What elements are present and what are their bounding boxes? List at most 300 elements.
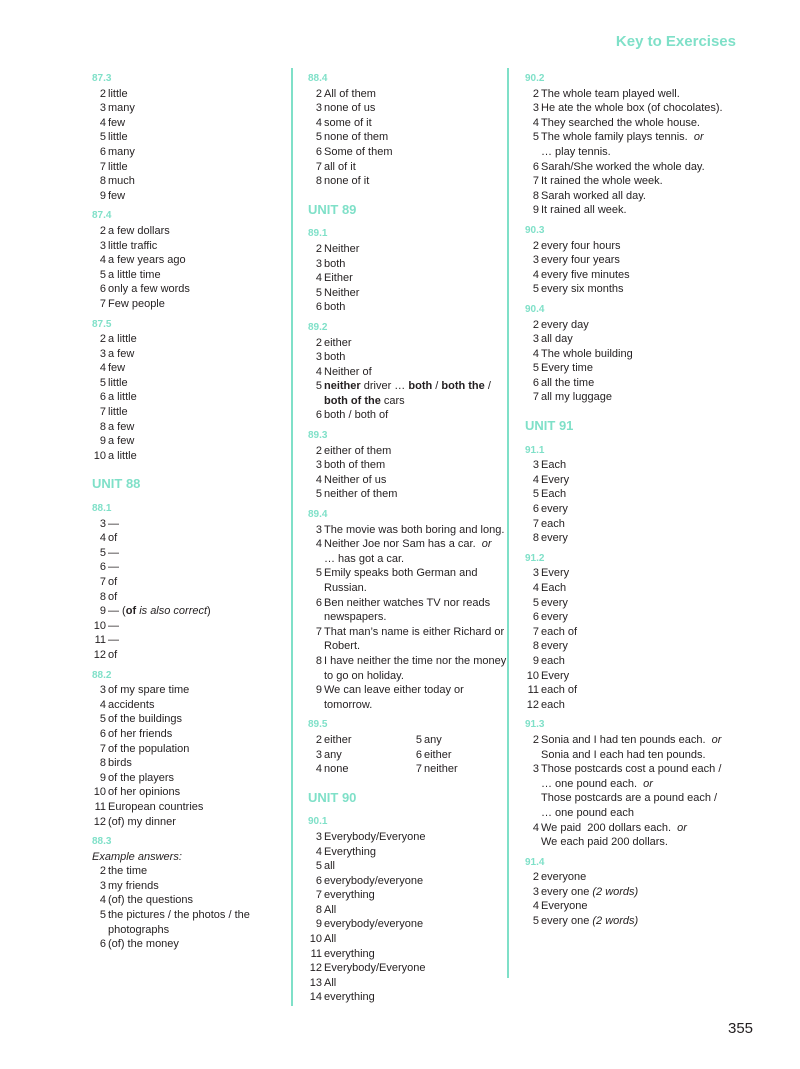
answer-text: the time [108,865,148,878]
answer-row [308,130,508,145]
answer-number: 4 [315,473,322,486]
exercise-section [308,815,508,1005]
answer-row [92,420,282,435]
answer-number: 5 [532,131,539,144]
answer-row [92,619,282,634]
answer-text: both [324,301,346,314]
answer-row [92,590,282,605]
answer-number: 9 [99,605,106,618]
answer-text: a few [108,420,135,433]
answer-row [92,683,282,698]
exercise-section [92,209,282,311]
answer-text: We paid 200 dollars each. or We each paid 200 dollars. [541,821,687,849]
answer-row [92,239,282,254]
answer-text: both [324,351,346,364]
answer-number: 12 [93,648,106,661]
answer-text: all the time [541,376,595,389]
answer-row [92,648,282,663]
answer-number: 4 [99,698,106,711]
answer-row [92,268,282,283]
answer-text: All of them [324,87,376,100]
answer-row [525,253,725,268]
exercise-number: 89.1 [308,228,328,240]
answer-row [525,189,725,204]
answer-text: everybody/everyone [324,874,424,887]
answer-item [308,733,408,748]
answer-text: That man’s name is either Richard or Robert. [324,625,505,653]
answer-text: none of them [324,131,389,144]
answer-number: 6 [99,283,106,296]
answer-row [92,785,282,800]
answer-row [525,531,725,546]
answer-number: 2 [99,87,106,100]
answer-text: little [108,376,128,389]
column-divider-1 [291,68,293,1006]
answer-text: The movie was both boring and long. [324,523,505,536]
answer-row [308,903,508,918]
answer-number: 4 [532,347,539,360]
answer-row [308,566,508,595]
answer-text: either [424,748,452,761]
answer-number: 6 [99,391,106,404]
answer-row [308,300,508,315]
answer-text: Every [541,567,570,580]
exercise-number: 88.2 [92,669,112,681]
answer-text: every [541,503,568,516]
answer-row [308,596,508,625]
answer-number: 3 [99,347,106,360]
answer-text: of [108,590,118,603]
page-header-title: Key to Exercises [615,33,736,50]
answer-row [525,566,725,581]
answer-text: (of) the money [108,938,179,951]
answer-number: 11 [94,800,106,813]
exercise-number: 88.3 [92,836,112,848]
answer-row [525,347,725,362]
answer-text: of the players [108,771,175,784]
answer-number: 3 [99,517,106,530]
answer-number: 3 [99,684,106,697]
exercise-number: 91.1 [525,444,545,456]
answer-number: 6 [99,561,106,574]
answer-text: many [108,145,135,158]
exercise-number: 90.2 [525,73,545,84]
answer-number: 6 [315,145,322,158]
answer-text: none of us [324,102,376,115]
answer-number: 5 [532,362,539,375]
answer-text: of her friends [108,727,173,740]
answer-number: 6 [532,503,539,516]
answer-text: Emily speaks both German and Russian. [324,567,478,594]
answer-row [525,821,725,850]
answer-row [308,271,508,286]
answer-row [525,268,725,283]
answer-text: Everything [324,845,376,858]
answer-text: few [108,362,126,375]
answer-text: The whole family plays tennis. or … play tennis. [541,131,704,158]
answer-row [525,596,725,611]
answer-row [308,160,508,175]
answer-row [308,242,508,257]
answer-number: 3 [315,459,322,472]
answer-number: 3 [99,102,106,115]
answer-row [308,379,508,408]
answer-number: 5 [315,286,322,299]
answer-text: — [108,619,119,632]
answer-number: 6 [415,748,422,761]
answer-number: 3 [532,459,539,472]
answer-number: 8 [315,903,322,916]
answer-text: few [108,116,126,129]
answer-number: 8 [315,175,322,188]
answer-row [525,610,725,625]
answer-text: a little [108,449,137,462]
answer-number: 7 [99,576,106,588]
answer-text: a few years ago [108,254,186,267]
answer-text: of [108,576,118,588]
answer-text: It rained all week. [541,204,627,217]
exercise-section [525,303,725,405]
exercise-section [92,669,282,830]
answer-text: everyone [541,871,587,884]
answer-number: 5 [315,380,322,393]
answer-number: 3 [315,523,322,536]
answer-row [92,160,282,175]
answer-text: any [424,733,442,746]
answer-row [92,879,282,894]
answer-pair-row [308,733,508,748]
answer-number: 3 [532,102,539,115]
answer-row [525,698,725,713]
answer-row [308,350,508,365]
answer-row [308,101,508,116]
answer-item [408,762,508,777]
answer-row [525,654,725,669]
answer-row [525,87,725,102]
unit-heading: UNIT 90 [308,789,357,805]
answer-number: 4 [99,894,106,907]
answer-number: 5 [99,909,106,922]
answer-row [92,87,282,102]
answer-pair-row [308,762,508,777]
answer-row [308,487,508,502]
answer-number: 4 [532,821,539,834]
answer-text: everything [324,889,375,902]
answer-row [308,145,508,160]
answer-text: Neither [324,242,360,255]
answer-number: 5 [415,733,422,746]
exercise-section [308,429,508,502]
answer-row [92,332,282,347]
answer-text: Ben neither watches TV nor reads newspapers. [324,596,491,624]
answer-number: 2 [315,336,322,349]
answer-text: Some of them [324,145,393,158]
answer-pair-row [308,748,508,763]
answer-number: 6 [532,611,539,624]
answer-row [308,961,508,976]
answer-row [92,376,282,391]
answer-row [525,203,725,218]
answer-row [525,239,725,254]
exercise-number: 89.3 [308,430,328,442]
answer-row [525,160,725,175]
answer-number: 4 [315,116,322,129]
answer-number: 3 [315,257,322,270]
answer-row [92,189,282,204]
answer-row [308,654,508,683]
answer-row [92,712,282,727]
answer-number: 4 [315,845,322,858]
answer-text: much [108,175,135,188]
answer-row [92,101,282,116]
answer-row [525,762,725,820]
answer-number: 5 [99,376,106,389]
exercise-number: 90.1 [308,816,328,828]
answer-text: Sonia and I had ten pounds each. or Sonia and I each had ten pounds. [541,733,722,761]
answer-number: 5 [99,131,106,144]
answer-number: 2 [315,444,322,457]
answer-number: 6 [315,301,322,314]
answer-text: of the buildings [108,713,182,726]
answer-number: 7 [532,175,539,188]
answer-text: They searched the whole house. [541,116,700,129]
page-number: 355 [728,1020,754,1037]
column-3 [525,72,725,929]
answer-row [92,282,282,297]
answer-text: accidents [108,698,155,711]
answer-number: 4 [315,272,322,285]
answer-row [92,449,282,464]
answer-number: 2 [315,242,322,255]
answer-text: little traffic [108,239,158,252]
answer-text: The whole building [541,347,633,360]
answer-number: 7 [532,625,539,638]
answer-number: 7 [415,763,422,776]
answer-text: a few dollars [108,224,170,237]
answer-text: many [108,102,135,115]
answer-text: only a few words [108,283,190,296]
answer-number: 4 [315,763,322,776]
answer-text: all [324,860,336,873]
answer-number: 4 [532,473,539,486]
answer-row [525,639,725,654]
answer-row [525,870,725,885]
answer-row [92,771,282,786]
exercise-number: 88.1 [92,503,112,515]
answer-number: 7 [532,391,539,404]
answer-row [525,458,725,473]
answer-number: 6 [315,596,322,609]
answer-row [92,864,282,879]
answer-text: both of them [324,459,386,472]
answer-text: my friends [108,879,159,892]
exercise-section [308,321,508,423]
answer-row [308,87,508,102]
answer-row [525,502,725,517]
exercise-number: 87.3 [92,73,112,84]
answer-number: 7 [99,742,106,755]
answer-number: 13 [309,976,322,989]
answer-row [308,116,508,131]
exercise-section [525,856,725,929]
answer-text: Sarah/She worked the whole day. [541,160,705,173]
answer-number: 8 [99,590,106,603]
answer-row [308,830,508,845]
answer-text: every one (2 words) [541,885,639,898]
answer-number: 5 [532,283,539,296]
exercise-number: 91.2 [525,552,545,564]
answer-row [92,517,282,532]
answer-text: of [108,648,118,661]
exercise-section [525,224,725,297]
answer-text: few [108,189,126,202]
answer-item [308,748,408,763]
answer-row [525,376,725,391]
unit-heading: UNIT 88 [92,476,141,492]
answer-number: 3 [315,102,322,115]
answer-row [525,683,725,698]
answer-row [92,560,282,575]
example-note: Example answers: [92,850,182,863]
answer-text: neither [424,763,458,776]
answer-text: either [324,336,352,349]
answer-row [308,174,508,189]
answer-text: all of it [324,160,356,173]
answer-row [525,885,725,900]
exercise-section [525,444,725,546]
answer-row [92,253,282,268]
answer-number: 3 [532,333,539,346]
answer-text: little [108,87,128,100]
exercise-section [92,318,282,464]
answer-text: little [108,406,128,419]
answer-text: every [541,532,568,545]
answer-number: 10 [93,619,106,632]
answer-number: 10 [93,449,106,462]
answer-row [525,390,725,405]
answer-number: 10 [526,669,539,682]
answer-number: 2 [532,239,539,252]
answer-text: Each [541,582,567,594]
answer-number: 12 [93,815,106,828]
answer-text: Every [541,473,570,486]
answer-number: 6 [99,938,106,951]
answer-text: of [108,532,118,545]
answer-row [92,531,282,546]
exercise-number: 91.4 [525,856,545,868]
answer-text: each of [541,684,578,697]
answer-number: 3 [315,351,322,364]
answer-text: little [108,131,128,144]
exercise-section [308,227,508,315]
unit-heading: UNIT 89 [308,201,357,217]
answer-row [525,473,725,488]
answer-text: both [324,257,346,270]
answer-number: 9 [532,654,539,667]
answer-text: each [541,517,565,530]
answer-row [308,458,508,473]
answer-row [92,756,282,771]
answer-number: 5 [532,915,539,928]
answer-row [92,893,282,908]
answer-number: 3 [99,879,106,892]
answer-text: all my luggage [541,391,612,404]
answer-text: Those postcards cost a pound each / … one pound each. or Those postcards are a pound each / … one pound each [541,763,722,819]
answer-text: It rained the whole week. [541,175,663,188]
answer-number: 5 [532,488,539,501]
answer-text: none of it [324,175,370,188]
answer-number: 5 [315,131,322,144]
answer-row [92,698,282,713]
answer-row [308,990,508,1005]
answer-row [308,473,508,488]
answer-number: 4 [99,254,106,267]
exercise-number: 91.3 [525,719,545,731]
answer-row [525,101,725,116]
exercise-section [92,502,282,663]
answer-number: 5 [99,268,106,281]
answer-row [308,523,508,538]
answer-text: some of it [324,116,372,129]
exercise-section [308,508,508,712]
answer-row [308,336,508,351]
answer-item [408,733,508,748]
answer-row [92,224,282,239]
answer-number: 8 [532,640,539,653]
answer-row [92,390,282,405]
answer-number: 4 [532,268,539,281]
answer-number: 6 [315,409,322,422]
answer-row [525,318,725,333]
exercise-section [525,718,725,849]
answer-row [525,733,725,762]
answer-text: everything [324,991,375,1004]
answer-text: (of) my dinner [108,815,176,828]
answer-text: — [108,517,119,530]
answer-row [308,859,508,874]
answer-row [308,444,508,459]
answer-number: 9 [99,435,106,448]
answer-row [308,917,508,932]
answer-text: European countries [108,800,204,813]
answer-text: all day [541,333,573,346]
answer-number: 3 [315,748,322,761]
answer-text: every four hours [541,239,621,252]
answer-row [525,130,725,159]
answer-text: Neither of [324,365,372,378]
answer-text: every [541,640,568,653]
answer-text: the pictures / the photos / the photographs [108,909,250,936]
answer-text: each [541,654,565,667]
answer-text: All [324,976,337,989]
answer-text: I have neither the time nor the money to go on holiday. [324,654,507,682]
answer-text: Everybody/Everyone [324,830,426,843]
answer-row [92,116,282,131]
answer-number: 9 [99,771,106,784]
answer-row [525,581,725,596]
answer-number: 9 [315,684,322,697]
answer-number: 6 [99,727,106,740]
answer-number: 11 [527,684,539,697]
answer-number: 5 [315,860,322,873]
answer-text: Each [541,459,567,472]
answer-text: every [541,611,568,624]
answer-row [308,286,508,301]
answer-number: 8 [315,654,322,667]
answer-number: 4 [532,116,539,129]
answer-row [525,174,725,189]
answer-row [308,845,508,860]
